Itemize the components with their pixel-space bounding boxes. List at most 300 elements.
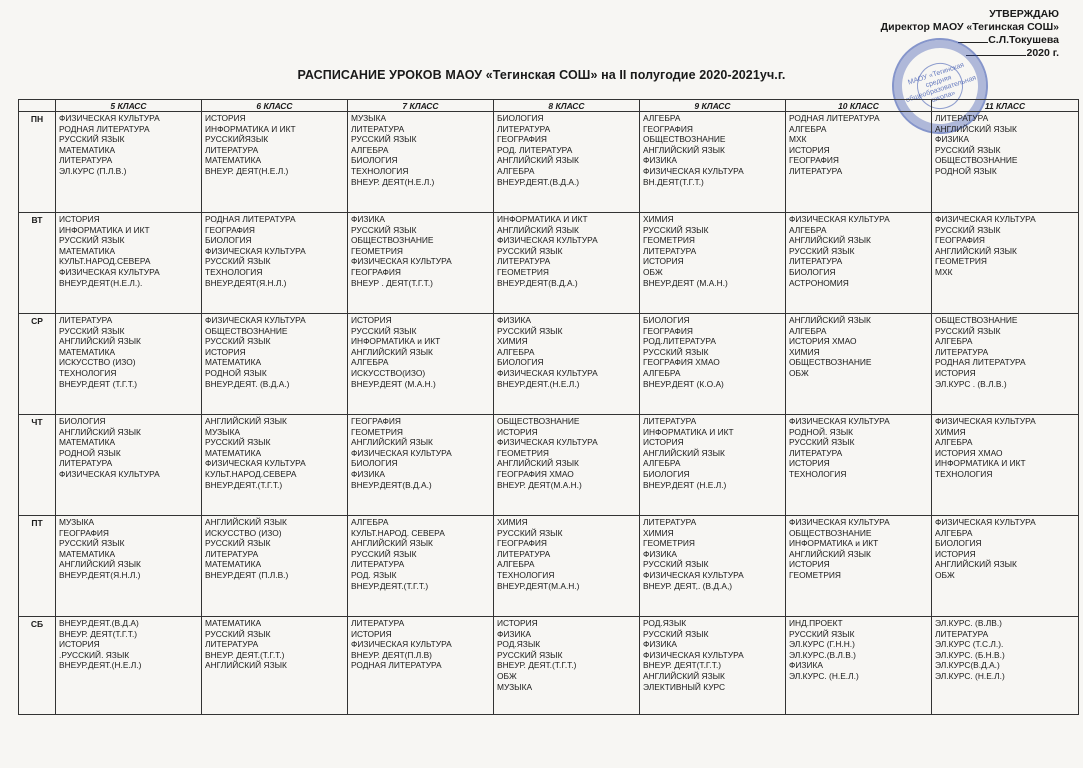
lesson: МАТЕМАТИКА bbox=[205, 559, 262, 570]
lesson: АЛГЕБРА bbox=[935, 336, 973, 347]
lesson: РОДНОЙ. ЯЗЫК bbox=[789, 426, 854, 437]
day-label: СР bbox=[19, 314, 56, 415]
lesson: ЛИТЕРАТУРА bbox=[643, 245, 697, 256]
lesson: АНГЛИЙСКИЙ ЯЗЫК bbox=[789, 315, 871, 325]
lesson: ЛИТЕРАТУРА bbox=[643, 517, 697, 527]
lesson: ГЕОГРАФИЯ ХМАО bbox=[497, 468, 574, 479]
lesson: РУССКИЙ ЯЗЫК bbox=[935, 325, 1001, 336]
lesson: ФИЗИЧЕСКАЯ КУЛЬТУРА bbox=[59, 113, 160, 123]
lesson: АНГЛИЙСКИЙ ЯЗЫК bbox=[789, 548, 871, 559]
lesson: АЛГЕБРА bbox=[497, 165, 535, 176]
lesson: МАТЕМАТИКА bbox=[205, 618, 262, 628]
schedule-cell bbox=[640, 112, 786, 213]
lesson: ФИЗИЧЕСКАЯ КУЛЬТУРА bbox=[935, 416, 1036, 426]
lesson: РУССКИЙЯЗЫК bbox=[205, 134, 269, 145]
lesson: ВНЕУР. ДЕЯТ,. (В.Д.А,) bbox=[643, 580, 733, 591]
lesson: ФИЗИЧЕСКАЯ КУЛЬТУРА bbox=[205, 315, 306, 325]
lesson: РОДНАЯ ЛИТЕРАТУРА bbox=[789, 113, 880, 123]
schedule-cell bbox=[202, 516, 348, 617]
lesson: РУССКИЙ ЯЗЫК bbox=[497, 649, 563, 660]
schedule-cell bbox=[56, 516, 202, 617]
lesson: РУССКИЙ ЯЗЫК bbox=[205, 628, 271, 639]
lesson: КУЛЬТ.НАРОД.СЕВЕРА bbox=[59, 256, 151, 267]
lesson: АНГЛИЙСКИЙ ЯЗЫК bbox=[351, 437, 433, 448]
lesson: ГЕОМЕТРИЯ bbox=[643, 538, 695, 549]
lesson: РОДНАЯ ЛИТЕРАТУРА bbox=[59, 123, 150, 134]
lesson: АНГЛИЙСКИЙ ЯЗЫК bbox=[497, 458, 579, 469]
lesson: РУССКИЙ ЯЗЫК bbox=[351, 548, 417, 559]
stamp-inner: МАОУ «Тегинская средняя общеобразовательная школа» bbox=[911, 57, 969, 115]
day-label: ПТ bbox=[19, 516, 56, 617]
lesson: МАТЕМАТИКА bbox=[59, 346, 116, 357]
lesson: ФИЗИКА bbox=[351, 214, 385, 224]
lesson: ФИЗИЧЕСКАЯ КУЛЬТУРА bbox=[497, 235, 598, 246]
lesson: РУССКИЙ ЯЗЫК bbox=[59, 134, 125, 145]
lesson: МАТЕМАТИКА bbox=[59, 245, 116, 256]
lesson: ФИЗИКА bbox=[497, 315, 531, 325]
lesson: ВНЕУР.ДЕЯТ.(Т.Г.Т.) bbox=[205, 479, 283, 490]
lesson: ГЕОГРАФИЯ bbox=[205, 224, 255, 235]
lesson: МАТЕМАТИКА bbox=[59, 144, 116, 155]
lesson: ВНЕУР. ДЕЯТ(М.А.Н.) bbox=[497, 479, 582, 490]
lesson: ОБЖ bbox=[935, 569, 955, 580]
lesson: АНГЛИЙСКИЙ ЯЗЫК bbox=[789, 235, 871, 246]
lesson: АЛГЕБРА bbox=[789, 224, 827, 235]
lesson: БИОЛОГИЯ bbox=[935, 538, 982, 549]
lesson: ГЕОГРАФИЯ bbox=[351, 266, 401, 277]
lesson: ЛИТЕРАТУРА bbox=[205, 144, 259, 155]
day-label: ЧТ bbox=[19, 415, 56, 516]
lesson: ИСТОРИЯ bbox=[789, 559, 830, 570]
lesson: АНГЛИЙСКИЙ ЯЗЫК bbox=[205, 660, 287, 671]
lesson: ФИЗИЧЕСКАЯ КУЛЬТУРА bbox=[643, 569, 744, 580]
lesson: ВНЕУР.ДЕЯТ(Н.Е.Л.). bbox=[59, 277, 143, 288]
lesson: ИСКУССТВО(ИЗО) bbox=[351, 367, 426, 378]
lesson: ФИЗИЧЕСКАЯ КУЛЬТУРА bbox=[351, 447, 452, 458]
lesson: ГЕОГРАФИЯ bbox=[643, 325, 693, 336]
lesson: ГЕОМЕТРИЯ bbox=[789, 569, 841, 580]
lesson: АНГЛИЙСКИЙ ЯЗЫК bbox=[935, 123, 1017, 134]
lesson: МАТЕМАТИКА bbox=[59, 548, 116, 559]
lesson: МУЗЫКА bbox=[351, 113, 387, 123]
lesson: ТЕХНОЛОГИЯ bbox=[205, 266, 263, 277]
class-header: 10 КЛАСС bbox=[786, 100, 932, 112]
lesson: ИСТОРИЯ bbox=[351, 315, 392, 325]
schedule-cell bbox=[202, 617, 348, 715]
lesson: ХИМИЯ bbox=[643, 214, 674, 224]
lesson: ХИМИЯ bbox=[789, 346, 820, 357]
lesson: ИНФОРМАТИКА И ИКТ bbox=[497, 214, 588, 224]
day-row bbox=[19, 112, 1079, 213]
lesson: ФИЗИЧЕСКАЯ КУЛЬТУРА bbox=[205, 458, 306, 469]
lesson: АСТРОНОМИЯ bbox=[789, 277, 849, 288]
lesson: БИОЛОГИЯ bbox=[643, 315, 690, 325]
lesson: ВНЕУР.ДЕЯТ (М.А.Н.) bbox=[643, 277, 728, 288]
lesson: АЛГЕБРА bbox=[935, 437, 973, 448]
lesson: ОБЩЕСТВОЗНАНИЕ bbox=[497, 416, 580, 426]
lesson: РУССКИЙ ЯЗЫК bbox=[789, 245, 855, 256]
lesson: ИСТОРИЯ bbox=[205, 113, 246, 123]
lesson: ВНЕУР.ДЕЯТ.(Н.Е.Л.) bbox=[59, 660, 142, 671]
lesson: ИНД.ПРОЕКТ bbox=[789, 618, 843, 628]
day-row bbox=[19, 516, 1079, 617]
lesson: БИОЛОГИЯ bbox=[205, 235, 252, 246]
lesson: АНГЛИЙСКИЙ ЯЗЫК bbox=[351, 346, 433, 357]
schedule-cell bbox=[786, 213, 932, 314]
schedule-cell bbox=[494, 314, 640, 415]
lesson: ФИЗИЧЕСКАЯ КУЛЬТУРА bbox=[497, 437, 598, 448]
lesson: ОБЩЕСТВОЗНАНИЕ bbox=[935, 315, 1018, 325]
lesson: ИСТОРИЯ bbox=[789, 144, 830, 155]
lesson: ЭЛ.КУРС.(В.Л.В.) bbox=[789, 649, 856, 660]
lesson: АНГЛИЙСКИЙ ЯЗЫК bbox=[497, 224, 579, 235]
lesson: ИСТОРИЯ ХМАО bbox=[789, 336, 857, 347]
approve-heading: УТВЕРЖДАЮ bbox=[989, 8, 1059, 20]
lesson: ФИЗИЧЕСКАЯ КУЛЬТУРА bbox=[789, 416, 890, 426]
lesson: РОДНОЙ ЯЗЫК bbox=[205, 367, 267, 378]
lesson: БИОЛОГИЯ bbox=[351, 458, 398, 469]
lesson: ВНЕУР. ДЕЯТ(П.Л.В) bbox=[351, 649, 432, 660]
lesson: РУССКИЙ ЯЗЫК bbox=[205, 538, 271, 549]
lesson: АЛГЕБРА bbox=[351, 357, 389, 368]
approve-signature bbox=[881, 34, 1059, 47]
lesson: ИСКУССТВО (ИЗО) bbox=[205, 527, 282, 538]
lesson: ФИЗИЧЕСКАЯ КУЛЬТУРА bbox=[789, 214, 890, 224]
lesson: ВНЕУР.ДЕЯТ (П.Л.В.) bbox=[205, 569, 289, 580]
approve-name: С.Л.Токушева bbox=[988, 34, 1059, 46]
lesson: ФИЗИЧЕСКАЯ КУЛЬТУРА bbox=[351, 639, 452, 650]
schedule-cell bbox=[56, 314, 202, 415]
schedule-cell bbox=[348, 516, 494, 617]
lesson: МАТЕМАТИКА bbox=[205, 357, 262, 368]
lesson: ХИМИЯ bbox=[497, 517, 528, 527]
lesson: РУССКИЙ ЯЗЫК bbox=[935, 144, 1001, 155]
lesson: БИОЛОГИЯ bbox=[789, 266, 836, 277]
lesson: БИОЛОГИЯ bbox=[643, 468, 690, 479]
lesson: ЛИТЕРАТУРА bbox=[59, 315, 113, 325]
lesson: АНГЛИЙСКИЙ ЯЗЫК bbox=[935, 245, 1017, 256]
lesson: ТЕХНОЛОГИЯ bbox=[497, 569, 555, 580]
class-header: 9 КЛАСС bbox=[640, 100, 786, 112]
lesson: РОД.ЛИТЕРАТУРА bbox=[643, 336, 716, 347]
schedule-cell bbox=[202, 415, 348, 516]
lesson: МХК bbox=[789, 134, 807, 145]
lesson: МУЗЫКА bbox=[59, 517, 95, 527]
lesson: ОБЩЕСТВОЗНАНИЕ bbox=[935, 155, 1018, 166]
lesson: ТЕХНОЛОГИЯ bbox=[351, 165, 409, 176]
lesson: РОДНОЙ ЯЗЫК bbox=[59, 447, 121, 458]
schedule-cell bbox=[348, 415, 494, 516]
lesson: ФИЗИЧЕСКАЯ КУЛЬТУРА bbox=[497, 367, 598, 378]
lesson: ВНЕУР.ДЕЯТ(Я.Н.Л.) bbox=[59, 569, 141, 580]
lesson: РУССКИЙ ЯЗЫК bbox=[59, 538, 125, 549]
lesson: ГЕОГРАФИЯ bbox=[789, 155, 839, 166]
lesson: ТЕХНОЛОГИЯ bbox=[59, 367, 117, 378]
lesson: ВНЕУР.ДЕЯТ.(В.Д.А) bbox=[59, 618, 139, 628]
lesson: ВНЕУР.ДЕЯТ (Н.Е.Л.) bbox=[643, 479, 727, 490]
lesson: ИСТОРИЯ bbox=[205, 346, 246, 357]
lesson: АНГЛИЙСКИЙ ЯЗЫК bbox=[643, 670, 725, 681]
schedule-cell bbox=[348, 314, 494, 415]
class-header: 11 КЛАСС bbox=[932, 100, 1079, 112]
lesson: ИНФОРМАТИКА И ИКТ bbox=[935, 458, 1026, 469]
lesson: РОДНАЯ ЛИТЕРАТУРА bbox=[351, 660, 442, 671]
day-label: СБ bbox=[19, 617, 56, 715]
lesson: ЭЛ.КУРС. (Б.Н.В.) bbox=[935, 649, 1005, 660]
class-header: 7 КЛАСС bbox=[348, 100, 494, 112]
lesson: ИСТОРИЯ bbox=[935, 367, 976, 378]
lesson: ЛИТЕРАТУРА bbox=[497, 548, 551, 559]
lesson: РУССКИЙ ЯЗЫК bbox=[497, 325, 563, 336]
lesson: ГЕОМЕТРИЯ bbox=[497, 447, 549, 458]
lesson: РОДНОЙ ЯЗЫК bbox=[935, 165, 997, 176]
lesson: ФИЗИЧЕСКАЯ КУЛЬТУРА bbox=[935, 214, 1036, 224]
class-header: 5 КЛАСС bbox=[56, 100, 202, 112]
lesson: АЛГЕБРА bbox=[643, 367, 681, 378]
lesson: ФИЗИЧЕСКАЯ КУЛЬТУРА bbox=[935, 517, 1036, 527]
lesson: ХИМИЯ bbox=[643, 527, 674, 538]
lesson: ФИЗИКА bbox=[351, 468, 385, 479]
lesson: ВНЕУР. ДЕЯТ(Н.Е.Л.) bbox=[205, 165, 289, 176]
lesson: ГЕОМЕТРИЯ bbox=[351, 426, 403, 437]
lesson: АЛГЕБРА bbox=[643, 113, 681, 123]
schedule-cell bbox=[932, 415, 1079, 516]
lesson: РУССКИЙ ЯЗЫК bbox=[351, 134, 417, 145]
lesson: РОД. ЯЗЫК bbox=[351, 569, 397, 580]
lesson: АНГЛИЙСКИЙ ЯЗЫК bbox=[643, 144, 725, 155]
schedule-cell bbox=[786, 516, 932, 617]
lesson: ФИЗИКА bbox=[643, 548, 677, 559]
lesson: ЭЛ.КУРС (Т.С.Л.). bbox=[935, 639, 1004, 650]
lesson: АЛГЕБРА bbox=[789, 123, 827, 134]
lesson: .РУССКИЙ. ЯЗЫК bbox=[59, 649, 130, 660]
lesson: ФИЗИЧЕСКАЯ КУЛЬТУРА bbox=[59, 468, 160, 479]
lesson: ЛИТЕРАТУРА bbox=[205, 639, 259, 650]
lesson: ВНЕУР. ДЕЯТ.(Т.Г.Т.) bbox=[205, 649, 285, 660]
lesson: ОБЩЕСТВОЗНАНИЕ bbox=[789, 527, 872, 538]
lesson: РУССКИЙ ЯЗЫК bbox=[205, 256, 271, 267]
lesson: ИСТОРИЯ bbox=[935, 548, 976, 559]
lesson: БИОЛОГИЯ bbox=[59, 416, 106, 426]
lesson: ТЕХНОЛОГИЯ bbox=[935, 468, 993, 479]
schedule-cell bbox=[640, 617, 786, 715]
lesson: РУССКИЙ ЯЗЫК bbox=[351, 325, 417, 336]
day-row bbox=[19, 415, 1079, 516]
lesson: КУЛЬТ.НАРОД.СЕВЕРА bbox=[205, 468, 297, 479]
lesson: РУССКИЙ ЯЗЫК bbox=[643, 346, 709, 357]
schedule-cell bbox=[56, 415, 202, 516]
lesson: ИСКУССТВО (ИЗО) bbox=[59, 357, 136, 368]
lesson: ГЕОМЕТРИЯ bbox=[643, 235, 695, 246]
lesson: МАТЕМАТИКА bbox=[205, 155, 262, 166]
lesson: ВНЕУР.ДЕЯТ.(Н.Е.Л.) bbox=[497, 378, 580, 389]
lesson: ОБЖ bbox=[643, 266, 663, 277]
lesson: ИСТОРИЯ bbox=[497, 426, 538, 437]
lesson: ИСТОРИЯ bbox=[643, 437, 684, 448]
lesson: ОБЩЕСТВОЗНАНИЕ bbox=[205, 325, 288, 336]
class-header: 8 КЛАСС bbox=[494, 100, 640, 112]
lesson: ГЕОГРАФИЯ bbox=[497, 134, 547, 145]
lesson: ЛИТЕРАТУРА bbox=[205, 548, 259, 559]
lesson: РУССКИЙ ЯЗЫК bbox=[789, 628, 855, 639]
lesson: ИСТОРИЯ bbox=[351, 628, 392, 639]
day-label: ПН bbox=[19, 112, 56, 213]
schedule-cell bbox=[932, 617, 1079, 715]
lesson: ВНЕУР.ДЕЯТ.(В.Д.А.) bbox=[497, 176, 580, 187]
lesson: АЛГЕБРА bbox=[497, 559, 535, 570]
lesson: АЛГЕБРА bbox=[351, 517, 389, 527]
lesson: РОД.ЯЗЫК bbox=[497, 639, 541, 650]
lesson: АНГЛИЙСКИЙ ЯЗЫК bbox=[59, 426, 141, 437]
lesson: ЭЛ.КУРС . (В.Л.В.) bbox=[935, 378, 1007, 389]
schedule-cell bbox=[640, 314, 786, 415]
schedule-cell bbox=[348, 112, 494, 213]
day-label: ВТ bbox=[19, 213, 56, 314]
lesson: РУССКИЙ ЯЗЫК bbox=[59, 325, 125, 336]
lesson: АЛГЕБРА bbox=[351, 144, 389, 155]
lesson: БИОЛОГИЯ bbox=[497, 357, 544, 368]
schedule-cell bbox=[932, 112, 1079, 213]
schedule-cell bbox=[56, 213, 202, 314]
lesson: ФИЗИКА bbox=[497, 628, 531, 639]
schedule-body bbox=[19, 112, 1079, 715]
lesson: ФИЗИЧЕСКАЯ КУЛЬТУРА bbox=[351, 256, 452, 267]
schedule-cell bbox=[640, 516, 786, 617]
lesson: РОДНАЯ ЛИТЕРАТУРА bbox=[205, 214, 296, 224]
lesson: ГЕОГРАФИЯ bbox=[497, 538, 547, 549]
schedule-cell bbox=[202, 213, 348, 314]
lesson: ФИЗИКА bbox=[935, 134, 969, 145]
lesson: ИНФОРМАТИКА И ИКТ bbox=[205, 123, 296, 134]
day-row bbox=[19, 617, 1079, 715]
lesson: ФИЗИКА bbox=[643, 639, 677, 650]
schedule-cell bbox=[56, 617, 202, 715]
lesson: ФИЗИЧЕСКАЯ КУЛЬТУРА bbox=[205, 245, 306, 256]
lesson: МАТЕМАТИКА bbox=[205, 447, 262, 458]
day-row bbox=[19, 213, 1079, 314]
lesson: ОБЩЕСТВОЗНАНИЕ bbox=[643, 134, 726, 145]
lesson: РУССКИЙ ЯЗЫК bbox=[935, 224, 1001, 235]
lesson: ИСТОРИЯ bbox=[497, 618, 538, 628]
lesson: ЭЛ.КУРС (Г.Н.Н.) bbox=[789, 639, 855, 650]
lesson: ВНЕУР. ДЕЯТ(Т.Г.Т.) bbox=[643, 660, 722, 671]
lesson: АЛГЕБРА bbox=[789, 325, 827, 336]
lesson: ИСТОРИЯ bbox=[59, 639, 100, 650]
lesson: МХК bbox=[935, 266, 953, 277]
lesson: ГЕОГРАФИЯ bbox=[935, 235, 985, 246]
lesson: ФИЗИКА bbox=[643, 155, 677, 166]
lesson: ГЕОГРАФИЯ bbox=[59, 527, 109, 538]
lesson: ФИЗИЧЕСКАЯ КУЛЬТУРА bbox=[789, 517, 890, 527]
schedule-cell bbox=[786, 112, 932, 213]
schedule-cell bbox=[202, 112, 348, 213]
approve-year: 2020 г. bbox=[1026, 47, 1059, 59]
lesson: ФИЗИЧЕСКАЯ КУЛЬТУРА bbox=[59, 266, 160, 277]
lesson: ВНЕУР.ДЕЯТ(М.А.Н.) bbox=[497, 580, 580, 591]
lesson: ВНЕУР. ДЕЯТ.(Т.Г.Т.) bbox=[497, 660, 577, 671]
lesson: РУССКИЙ ЯЗЫК bbox=[205, 437, 271, 448]
lesson: ИНФОРМАТИКА и ИКТ bbox=[351, 336, 441, 347]
lesson: БИОЛОГИЯ bbox=[351, 155, 398, 166]
lesson: РОД. ЛИТЕРАТУРА bbox=[497, 144, 573, 155]
lesson: РУССКИЙ ЯЗЫК bbox=[497, 245, 563, 256]
lesson: АЛГЕБРА bbox=[643, 458, 681, 469]
lesson: АНГЛИЙСКИЙ ЯЗЫК bbox=[643, 447, 725, 458]
lesson: ВНЕУР.ДЕЯТ.(Т.Г.Т.) bbox=[351, 580, 429, 591]
lesson: ЛИТЕРАТУРА bbox=[643, 416, 697, 426]
approve-director: Директор МАОУ «Тегинская СОШ» bbox=[880, 21, 1059, 33]
lesson: ВНЕУР. ДЕЯТ(Т.Г.Т.) bbox=[59, 628, 138, 639]
lesson: АНГЛИЙСКИЙ ЯЗЫК bbox=[351, 538, 433, 549]
page-title: РАСПИСАНИЕ УРОКОВ МАОУ «Тегинская СОШ» на II полугодие 2020-2021уч.г. bbox=[297, 68, 786, 82]
lesson: ВНЕУР.ДЕЯТ(В.Д.А.) bbox=[351, 479, 432, 490]
lesson: ОБЖ bbox=[789, 367, 809, 378]
lesson: АНГЛИЙСКИЙ ЯЗЫК bbox=[59, 336, 141, 347]
lesson: ГЕОГРАФИЯ ХМАО bbox=[643, 357, 720, 368]
lesson: ЛИТЕРАТУРА bbox=[935, 346, 989, 357]
lesson: ЛИТЕРАТУРА bbox=[497, 123, 551, 134]
lesson: ЭЛ.КУРС. (Н.Е.Л.) bbox=[935, 670, 1005, 681]
lesson: АЛГЕБРА bbox=[497, 346, 535, 357]
lesson: ИСТОРИЯ ХМАО bbox=[935, 447, 1003, 458]
lesson: ОБЩЕСТВОЗНАНИЕ bbox=[789, 357, 872, 368]
lesson: ИСТОРИЯ bbox=[59, 214, 100, 224]
lesson: ГЕОМЕТРИЯ bbox=[497, 266, 549, 277]
schedule-cell bbox=[786, 415, 932, 516]
lesson: ИСТОРИЯ bbox=[643, 256, 684, 267]
lesson: ИНФОРМАТИКА И ИКТ bbox=[59, 224, 150, 235]
lesson: АЛГЕБРА bbox=[935, 527, 973, 538]
lesson: МУЗЫКА bbox=[497, 681, 533, 692]
lesson: ЭЛ.КУРС. (Н.Е.Л.) bbox=[789, 670, 859, 681]
schedule-cell bbox=[494, 516, 640, 617]
schedule-cell bbox=[348, 213, 494, 314]
day-row bbox=[19, 314, 1079, 415]
schedule-cell bbox=[202, 314, 348, 415]
lesson: ЭЛ.КУРС. (В.ЛВ.) bbox=[935, 618, 1002, 628]
lesson: ФИЗИКА bbox=[789, 660, 823, 671]
lesson: ЭЛЕКТИВНЫЙ КУРС bbox=[643, 681, 726, 692]
lesson: ГЕОГРАФИЯ bbox=[351, 416, 401, 426]
lesson: ХИМИЯ bbox=[935, 426, 966, 437]
lesson: ВНЕУР.ДЕЯТ (М.А.Н.) bbox=[351, 378, 436, 389]
lesson: ВНЕУР.ДЕЯТ. (В.Д.А.) bbox=[205, 378, 290, 389]
lesson: ХИМИЯ bbox=[497, 336, 528, 347]
lesson: РУССКИЙ ЯЗЫК bbox=[205, 336, 271, 347]
lesson: АНГЛИЙСКИЙ ЯЗЫК bbox=[205, 416, 287, 426]
lesson: ЛИТЕРАТУРА bbox=[497, 256, 551, 267]
schedule-cell bbox=[932, 516, 1079, 617]
lesson: ЛИТЕРАТУРА bbox=[935, 628, 989, 639]
lesson: РУССКИЙ ЯЗЫК bbox=[59, 235, 125, 246]
schedule-cell bbox=[932, 314, 1079, 415]
lesson: РОД.ЯЗЫК bbox=[643, 618, 687, 628]
lesson: ЛИТЕРАТУРА bbox=[789, 447, 843, 458]
lesson: РУССКИЙ ЯЗЫК bbox=[643, 628, 709, 639]
schedule-cell bbox=[494, 415, 640, 516]
schedule-cell bbox=[56, 112, 202, 213]
lesson: ЭЛ.КУРС (П.Л.В.) bbox=[59, 165, 127, 176]
lesson: ЭЛ.КУРС(В.Д.А.) bbox=[935, 660, 1000, 671]
schedule-cell bbox=[932, 213, 1079, 314]
lesson: ОБЩЕСТВОЗНАНИЕ bbox=[351, 235, 434, 246]
lesson: РУССКИЙ ЯЗЫК bbox=[497, 527, 563, 538]
schedule-cell bbox=[786, 314, 932, 415]
lesson: ФИЗИЧЕСКАЯ КУЛЬТУРА bbox=[643, 165, 744, 176]
lesson: ЛИТЕРАТУРА bbox=[935, 113, 989, 123]
lesson: ВНЕУР.ДЕЯТ(Я.Н.Л.) bbox=[205, 277, 287, 288]
lesson: ЛИТЕРАТУРА bbox=[789, 256, 843, 267]
